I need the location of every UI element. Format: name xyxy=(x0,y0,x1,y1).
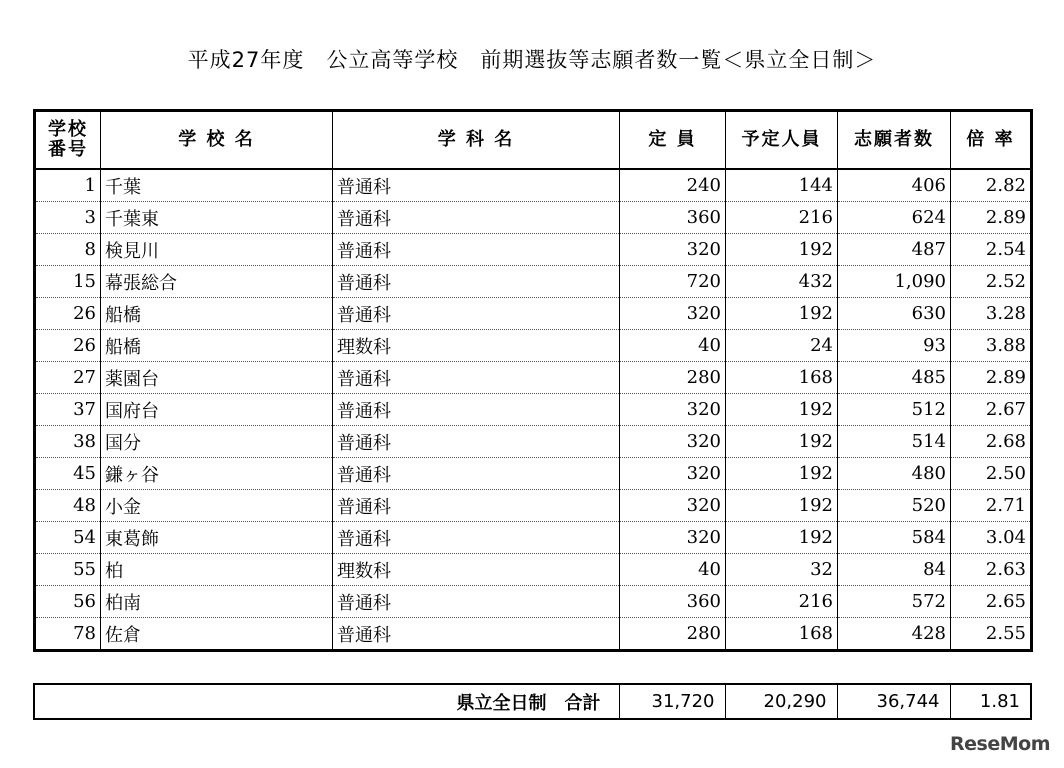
applicants-cell: 485 xyxy=(838,362,951,394)
ratio-cell: 2.67 xyxy=(951,394,1032,426)
ratio-cell: 2.50 xyxy=(951,458,1032,490)
applicants-cell: 512 xyxy=(838,394,951,426)
planned-cell: 192 xyxy=(726,298,838,330)
school-name-cell: 船橋 xyxy=(101,298,333,330)
ratio-cell: 2.89 xyxy=(951,362,1032,394)
table-row xyxy=(35,169,1032,202)
department-cell: 理数科 xyxy=(333,554,620,586)
total-ratio: 1.81 xyxy=(950,684,1031,719)
capacity-cell: 320 xyxy=(620,234,726,266)
department-cell: 普通科 xyxy=(333,426,620,458)
applicants-cell: 1,090 xyxy=(838,266,951,298)
ratio-cell: 2.89 xyxy=(951,202,1032,234)
department-cell: 普通科 xyxy=(333,458,620,490)
ratio-cell: 2.68 xyxy=(951,426,1032,458)
capacity-cell: 40 xyxy=(620,330,726,362)
table-row xyxy=(35,330,1032,362)
capacity-cell: 360 xyxy=(620,202,726,234)
capacity-cell: 320 xyxy=(620,490,726,522)
capacity-cell: 320 xyxy=(620,394,726,426)
header-school-number xyxy=(35,111,101,170)
department-cell: 普通科 xyxy=(333,394,620,426)
school-name-cell: 千葉 xyxy=(101,169,333,202)
applicants-cell: 406 xyxy=(838,169,951,202)
table-row xyxy=(35,298,1032,330)
ratio-cell: 2.63 xyxy=(951,554,1032,586)
page-title: 平成27年度 公立高等学校 前期選抜等志願者数一覧＜県立全日制＞ xyxy=(187,48,877,72)
ratio-cell: 3.28 xyxy=(951,298,1032,330)
department-cell: 理数科 xyxy=(333,330,620,362)
school-name-cell: 柏 xyxy=(101,554,333,586)
school-name-cell: 鎌ヶ谷 xyxy=(101,458,333,490)
table-row xyxy=(35,426,1032,458)
total-capacity: 31,720 xyxy=(619,684,725,719)
total-table xyxy=(33,683,1032,720)
school-name-cell: 小金 xyxy=(101,490,333,522)
school-number-cell: 27 xyxy=(35,362,101,394)
applicants-cell: 624 xyxy=(838,202,951,234)
school-name-cell: 東葛飾 xyxy=(101,522,333,554)
department-cell: 普通科 xyxy=(333,618,620,651)
capacity-cell: 320 xyxy=(620,426,726,458)
school-name-cell: 幕張総合 xyxy=(101,266,333,298)
school-number-cell: 78 xyxy=(35,618,101,651)
ratio-cell: 3.88 xyxy=(951,330,1032,362)
department-cell: 普通科 xyxy=(333,362,620,394)
applicants-cell: 514 xyxy=(838,426,951,458)
table-row xyxy=(35,522,1032,554)
header-school-name: 学 校 名 xyxy=(101,111,333,170)
total-planned: 20,290 xyxy=(725,684,837,719)
department-cell: 普通科 xyxy=(333,586,620,618)
planned-cell: 192 xyxy=(726,458,838,490)
school-name-cell: 佐倉 xyxy=(101,618,333,651)
table-row xyxy=(35,554,1032,586)
table-row xyxy=(35,458,1032,490)
school-number-cell: 1 xyxy=(35,169,101,202)
ratio-cell: 2.54 xyxy=(951,234,1032,266)
school-name-cell: 船橋 xyxy=(101,330,333,362)
applicants-cell: 428 xyxy=(838,618,951,651)
school-number-cell: 48 xyxy=(35,490,101,522)
capacity-cell: 240 xyxy=(620,169,726,202)
capacity-cell: 360 xyxy=(620,586,726,618)
planned-cell: 192 xyxy=(726,234,838,266)
capacity-cell: 320 xyxy=(620,458,726,490)
capacity-cell: 280 xyxy=(620,618,726,651)
table-row xyxy=(35,490,1032,522)
ratio-cell: 2.82 xyxy=(951,169,1032,202)
table-row xyxy=(35,362,1032,394)
planned-cell: 168 xyxy=(726,618,838,651)
school-number-cell: 3 xyxy=(35,202,101,234)
capacity-cell: 280 xyxy=(620,362,726,394)
ratio-cell: 2.65 xyxy=(951,586,1032,618)
planned-cell: 24 xyxy=(726,330,838,362)
total-label: 県立全日制 合計 xyxy=(456,692,601,714)
school-name-cell: 薬園台 xyxy=(101,362,333,394)
table-row xyxy=(35,394,1032,426)
table-body xyxy=(35,169,1032,651)
applicants-table xyxy=(33,109,1033,652)
department-cell: 普通科 xyxy=(333,522,620,554)
applicants-cell: 487 xyxy=(838,234,951,266)
school-number-cell: 26 xyxy=(35,330,101,362)
applicants-cell: 84 xyxy=(838,554,951,586)
applicants-cell: 572 xyxy=(838,586,951,618)
capacity-cell: 40 xyxy=(620,554,726,586)
planned-cell: 192 xyxy=(726,522,838,554)
capacity-cell: 320 xyxy=(620,522,726,554)
ratio-cell: 3.04 xyxy=(951,522,1032,554)
applicants-cell: 630 xyxy=(838,298,951,330)
school-name-cell: 千葉東 xyxy=(101,202,333,234)
applicants-cell: 480 xyxy=(838,458,951,490)
planned-cell: 432 xyxy=(726,266,838,298)
planned-cell: 144 xyxy=(726,169,838,202)
planned-cell: 216 xyxy=(726,586,838,618)
school-number-cell: 8 xyxy=(35,234,101,266)
school-name-cell: 柏南 xyxy=(101,586,333,618)
total-applicants: 36,744 xyxy=(837,684,950,719)
school-name-cell: 国府台 xyxy=(101,394,333,426)
school-name-cell: 検見川 xyxy=(101,234,333,266)
applicants-cell: 584 xyxy=(838,522,951,554)
header-school-number-line2: 番号 xyxy=(48,139,88,160)
ratio-cell: 2.55 xyxy=(951,618,1032,651)
header-school-number-line1: 学校 xyxy=(48,119,88,140)
department-cell: 普通科 xyxy=(333,169,620,202)
planned-cell: 168 xyxy=(726,362,838,394)
table-row xyxy=(35,618,1032,651)
applicants-cell: 520 xyxy=(838,490,951,522)
department-cell: 普通科 xyxy=(333,298,620,330)
header-capacity: 定 員 xyxy=(620,111,726,170)
department-cell: 普通科 xyxy=(333,490,620,522)
school-number-cell: 56 xyxy=(35,586,101,618)
planned-cell: 32 xyxy=(726,554,838,586)
school-number-cell: 26 xyxy=(35,298,101,330)
ratio-cell: 2.71 xyxy=(951,490,1032,522)
header-planned: 予定人員 xyxy=(726,111,838,170)
applicants-cell: 93 xyxy=(838,330,951,362)
school-number-cell: 45 xyxy=(35,458,101,490)
school-number-cell: 15 xyxy=(35,266,101,298)
table-row xyxy=(35,586,1032,618)
planned-cell: 192 xyxy=(726,490,838,522)
school-number-cell: 54 xyxy=(35,522,101,554)
table-row xyxy=(35,234,1032,266)
department-cell: 普通科 xyxy=(333,266,620,298)
school-number-cell: 38 xyxy=(35,426,101,458)
school-number-cell: 55 xyxy=(35,554,101,586)
department-cell: 普通科 xyxy=(333,202,620,234)
department-cell: 普通科 xyxy=(333,234,620,266)
header-applicants: 志願者数 xyxy=(838,111,951,170)
header-ratio: 倍 率 xyxy=(951,111,1032,170)
header-row xyxy=(35,111,1032,170)
total-row xyxy=(34,684,1031,719)
school-name-cell: 国分 xyxy=(101,426,333,458)
capacity-cell: 320 xyxy=(620,298,726,330)
school-number-cell: 37 xyxy=(35,394,101,426)
capacity-cell: 720 xyxy=(620,266,726,298)
ratio-cell: 2.52 xyxy=(951,266,1032,298)
planned-cell: 192 xyxy=(726,394,838,426)
table-row xyxy=(35,202,1032,234)
planned-cell: 216 xyxy=(726,202,838,234)
planned-cell: 192 xyxy=(726,426,838,458)
table-row xyxy=(35,266,1032,298)
brand-logo: ReseMom xyxy=(950,733,1050,755)
header-department: 学 科 名 xyxy=(333,111,620,170)
